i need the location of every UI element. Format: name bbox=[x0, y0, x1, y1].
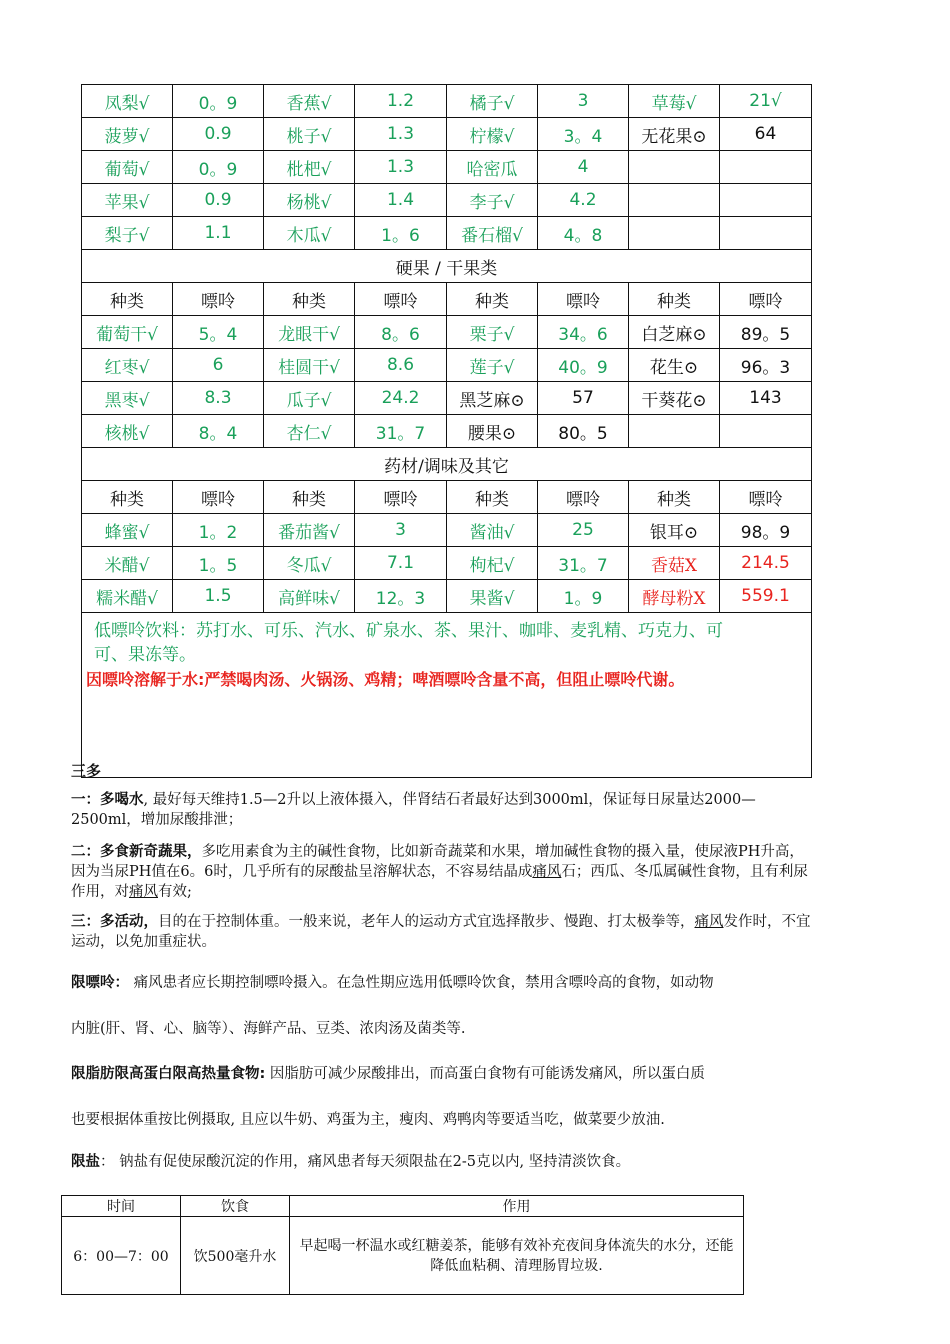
purine-value-cell: 4 bbox=[538, 151, 629, 184]
purine-value-cell: 559.1 bbox=[720, 580, 812, 613]
food-name-cell: 银耳⊙ bbox=[629, 514, 720, 547]
purine-value-cell: 1.1 bbox=[173, 217, 264, 250]
food-name-cell: 草莓√ bbox=[629, 85, 720, 118]
column-header-kind: 种类 bbox=[447, 283, 538, 316]
purine-value-cell: 1.3 bbox=[355, 151, 447, 184]
food-name-cell: 冬瓜√ bbox=[264, 547, 355, 580]
food-name-cell: 木瓜√ bbox=[264, 217, 355, 250]
food-name-cell: 番茄酱√ bbox=[264, 514, 355, 547]
purine-value-cell: 12。3 bbox=[355, 580, 447, 613]
food-name-cell: 黑枣√ bbox=[82, 382, 173, 415]
table-row bbox=[82, 349, 812, 382]
purine-value-cell: 64 bbox=[720, 118, 812, 151]
purine-value-cell: 1。9 bbox=[538, 580, 629, 613]
food-name-cell: 桂圆干√ bbox=[264, 349, 355, 382]
food-name-cell bbox=[629, 151, 720, 184]
table-row bbox=[82, 547, 812, 580]
purine-value-cell: 4。8 bbox=[538, 217, 629, 250]
column-header-purine: 嘌呤 bbox=[720, 481, 812, 514]
food-name-cell: 果酱√ bbox=[447, 580, 538, 613]
food-name-cell: 腰果⊙ bbox=[447, 415, 538, 448]
purine-value-cell: 214.5 bbox=[720, 547, 812, 580]
paragraph-label: 二：多食新奇蔬果， bbox=[71, 844, 202, 860]
purine-value-cell: 57 bbox=[538, 382, 629, 415]
paragraph-text: 目的在于控制体重。一般来说，老年人的运动方式宜选择散步、慢跑、打太极拳等， bbox=[158, 914, 695, 930]
paragraph-text: ： 钠盐有促使尿酸沉淀的作用，痛风患者每天须限盐在2-5克以内, 坚持清淡饮食。 bbox=[100, 1154, 631, 1170]
purine-value-cell: 98。9 bbox=[720, 514, 812, 547]
table-row bbox=[82, 415, 812, 448]
purine-value-cell: 1.3 bbox=[355, 118, 447, 151]
food-name-cell bbox=[629, 184, 720, 217]
purine-value-cell: 1.2 bbox=[355, 85, 447, 118]
herbs-section bbox=[82, 448, 812, 514]
food-name-cell: 哈密瓜 bbox=[447, 151, 538, 184]
food-name-cell: 菠萝√ bbox=[82, 118, 173, 151]
food-name-cell bbox=[629, 415, 720, 448]
column-header-kind: 种类 bbox=[264, 283, 355, 316]
paragraph-more-activity bbox=[71, 912, 816, 952]
food-name-cell: 香蕉√ bbox=[264, 85, 355, 118]
column-header-kind: 种类 bbox=[629, 283, 720, 316]
purine-value-cell: 1。2 bbox=[173, 514, 264, 547]
nuts-section-title: 硬果 / 干果类 bbox=[82, 250, 812, 283]
purine-value-cell: 34。6 bbox=[538, 316, 629, 349]
purine-value-cell: 40。9 bbox=[538, 349, 629, 382]
column-header-kind: 种类 bbox=[82, 481, 173, 514]
purine-value-cell: 3。4 bbox=[538, 118, 629, 151]
paragraph-text: 内脏(肝、肾、心、脑等）、海鲜产品、豆类、浓肉汤及菌类等. bbox=[71, 1021, 466, 1037]
food-name-cell: 柠檬√ bbox=[447, 118, 538, 151]
food-name-cell bbox=[629, 217, 720, 250]
column-header-purine: 嘌呤 bbox=[173, 283, 264, 316]
food-name-cell: 杨桃√ bbox=[264, 184, 355, 217]
food-name-cell: 龙眼干√ bbox=[264, 316, 355, 349]
food-name-cell: 无花果⊙ bbox=[629, 118, 720, 151]
food-name-cell: 葡萄√ bbox=[82, 151, 173, 184]
purine-value-cell: 31。7 bbox=[538, 547, 629, 580]
table-row bbox=[82, 382, 812, 415]
schedule-header-effect: 作用 bbox=[290, 1196, 744, 1217]
food-name-cell: 干葵花⊙ bbox=[629, 382, 720, 415]
purine-value-cell: 8.6 bbox=[355, 349, 447, 382]
purine-value-cell bbox=[720, 151, 812, 184]
purine-value-cell: 0。9 bbox=[173, 85, 264, 118]
schedule-effect-cell: 早起喝一杯温水或红糖姜茶，能够有效补充夜间身体流失的水分，还能降低血粘稠、清理肠胃垃圾. bbox=[290, 1217, 744, 1295]
column-header-kind: 种类 bbox=[264, 481, 355, 514]
food-name-cell: 蜂蜜√ bbox=[82, 514, 173, 547]
column-header-kind: 种类 bbox=[447, 481, 538, 514]
food-name-cell: 杏仁√ bbox=[264, 415, 355, 448]
purine-value-cell: 8。4 bbox=[173, 415, 264, 448]
food-name-cell: 番石榴√ bbox=[447, 217, 538, 250]
paragraph-limit-fat bbox=[71, 1064, 816, 1130]
purine-value-cell: 3 bbox=[538, 85, 629, 118]
paragraph-label: 限盐 bbox=[71, 1154, 100, 1170]
paragraph-text: , 最好每天维持1.5—2升以上液体摄入，伴肾结石者最好达到3000ml，保证每日尿量达2000—2500ml，增加尿酸排泄； bbox=[71, 792, 756, 828]
purine-value-cell: 8.3 bbox=[173, 382, 264, 415]
food-name-cell: 白芝麻⊙ bbox=[629, 316, 720, 349]
purine-value-cell: 143 bbox=[720, 382, 812, 415]
table-row bbox=[82, 184, 812, 217]
purine-value-cell: 5。4 bbox=[173, 316, 264, 349]
purine-value-cell: 4.2 bbox=[538, 184, 629, 217]
paragraph-text: 石；西瓜、冬瓜属碱性食物，且有利尿作用，对 bbox=[71, 864, 808, 900]
purine-value-cell: 8。6 bbox=[355, 316, 447, 349]
purine-value-cell: 6 bbox=[173, 349, 264, 382]
table-row bbox=[82, 217, 812, 250]
food-name-cell: 米醋√ bbox=[82, 547, 173, 580]
paragraph-limit-purine bbox=[71, 973, 831, 1039]
nuts-rows bbox=[82, 316, 812, 448]
table-row bbox=[82, 85, 812, 118]
food-name-cell: 酵母粉X bbox=[629, 580, 720, 613]
column-header-purine: 嘌呤 bbox=[538, 481, 629, 514]
purine-value-cell: 0.9 bbox=[173, 184, 264, 217]
food-name-cell: 苹果√ bbox=[82, 184, 173, 217]
purine-value-cell: 1。6 bbox=[355, 217, 447, 250]
food-name-cell: 莲子√ bbox=[447, 349, 538, 382]
column-header-purine: 嘌呤 bbox=[173, 481, 264, 514]
food-name-cell: 红枣√ bbox=[82, 349, 173, 382]
purine-value-cell: 21√ bbox=[720, 85, 812, 118]
paragraph-text: 因脂肪可减少尿酸排出，而高蛋白食物有可能诱发痛风，所以蛋白质 bbox=[265, 1066, 705, 1082]
table-row bbox=[82, 514, 812, 547]
paragraph-limit-salt bbox=[71, 1152, 816, 1172]
table-row bbox=[82, 118, 812, 151]
purine-value-cell: 1.5 bbox=[173, 580, 264, 613]
schedule-header-time: 时间 bbox=[62, 1196, 181, 1217]
paragraph-text: 也要根据体重按比例摄取, 且应以牛奶、鸡蛋为主，瘦肉、鸡鸭肉等要适当吃，做菜要少放油. bbox=[71, 1112, 665, 1128]
purine-value-cell: 31。7 bbox=[355, 415, 447, 448]
food-name-cell: 酱油√ bbox=[447, 514, 538, 547]
paragraph-text: 发作时，不宜运动，以免加重症状。 bbox=[71, 914, 811, 950]
food-name-cell: 花生⊙ bbox=[629, 349, 720, 382]
food-name-cell: 李子√ bbox=[447, 184, 538, 217]
paragraph-text: 有效; bbox=[158, 884, 192, 900]
purine-value-cell: 24.2 bbox=[355, 382, 447, 415]
column-header-purine: 嘌呤 bbox=[538, 283, 629, 316]
section-title-sanduo: 三多 bbox=[71, 762, 102, 780]
low-purine-drinks-note: 低嘌呤饮料：苏打水、可乐、汽水、矿泉水、茶、果汁、咖啡、麦乳精、巧克力、可可、果冻等。 bbox=[94, 621, 723, 665]
underlined-term: 痛风 bbox=[694, 914, 724, 930]
herbs-header-row bbox=[82, 481, 812, 514]
table-row bbox=[82, 316, 812, 349]
purine-table bbox=[81, 84, 812, 778]
underlined-term: 痛风 bbox=[532, 864, 562, 880]
column-header-kind: 种类 bbox=[82, 283, 173, 316]
purine-value-cell: 25 bbox=[538, 514, 629, 547]
purine-value-cell bbox=[720, 217, 812, 250]
schedule-header-diet: 饮食 bbox=[181, 1196, 290, 1217]
paragraph-drink-water bbox=[71, 790, 816, 830]
purine-value-cell: 80。5 bbox=[538, 415, 629, 448]
purine-value-cell: 0。9 bbox=[173, 151, 264, 184]
purine-value-cell: 0.9 bbox=[173, 118, 264, 151]
paragraph-label: 限嘌呤： bbox=[71, 975, 129, 991]
table-row bbox=[82, 151, 812, 184]
column-header-purine: 嘌呤 bbox=[355, 283, 447, 316]
underlined-term: 痛风 bbox=[129, 884, 158, 900]
food-name-cell: 糯米醋√ bbox=[82, 580, 173, 613]
schedule-table bbox=[61, 1195, 744, 1295]
nuts-header-row bbox=[82, 283, 812, 316]
paragraph-label: 限脂肪限高蛋白限高热量食物: bbox=[71, 1066, 266, 1082]
purine-value-cell bbox=[720, 184, 812, 217]
column-header-purine: 嘌呤 bbox=[355, 481, 447, 514]
nuts-section bbox=[82, 250, 812, 316]
purine-value-cell: 1.4 bbox=[355, 184, 447, 217]
food-name-cell: 橘子√ bbox=[447, 85, 538, 118]
paragraph-label: 一：多喝水 bbox=[71, 792, 144, 808]
food-name-cell: 黑芝麻⊙ bbox=[447, 382, 538, 415]
food-name-cell: 凤梨√ bbox=[82, 85, 173, 118]
food-name-cell: 桃子√ bbox=[264, 118, 355, 151]
paragraph-label: 三：多活动， bbox=[71, 914, 158, 930]
purine-value-cell: 3 bbox=[355, 514, 447, 547]
purine-value-cell: 1。5 bbox=[173, 547, 264, 580]
notes-cell bbox=[82, 613, 812, 778]
food-name-cell: 葡萄干√ bbox=[82, 316, 173, 349]
schedule-time-cell: 6：00—7：00 bbox=[62, 1217, 181, 1295]
purine-value-cell: 7.1 bbox=[355, 547, 447, 580]
food-name-cell: 梨子√ bbox=[82, 217, 173, 250]
herbs-section-title: 药材/调味及其它 bbox=[82, 448, 812, 481]
column-header-purine: 嘌呤 bbox=[720, 283, 812, 316]
paragraph-text: 痛风患者应长期控制嘌呤摄入。在急性期应选用低嘌呤饮食，禁用含嘌呤高的食物，如动物 bbox=[129, 975, 714, 991]
purine-value-cell: 96。3 bbox=[720, 349, 812, 382]
purine-value-cell bbox=[720, 415, 812, 448]
column-header-kind: 种类 bbox=[629, 481, 720, 514]
warning-note: 因嘌呤溶解于水:严禁喝肉汤、火锅汤、鸡精；啤酒嘌呤含量不高，但阻止嘌呤代谢。 bbox=[86, 670, 685, 689]
food-name-cell: 枇杷√ bbox=[264, 151, 355, 184]
herbs-rows bbox=[82, 514, 812, 613]
purine-value-cell: 89。5 bbox=[720, 316, 812, 349]
paragraph-text: 多吃用素食为主的碱性食物，比如新奇蔬菜和水果，增加碱性食物的摄入量，使尿液PH升高，因为当尿PH值在6。6时，几乎所有的尿酸盐呈溶解状态，不容易结晶成 bbox=[71, 844, 804, 880]
food-name-cell: 高鲜味√ bbox=[264, 580, 355, 613]
table-row bbox=[82, 580, 812, 613]
schedule-diet-cell: 饮500毫升水 bbox=[181, 1217, 290, 1295]
food-name-cell: 核桃√ bbox=[82, 415, 173, 448]
food-name-cell: 瓜子√ bbox=[264, 382, 355, 415]
food-name-cell: 栗子√ bbox=[447, 316, 538, 349]
food-name-cell: 香菇X bbox=[629, 547, 720, 580]
food-name-cell: 枸杞√ bbox=[447, 547, 538, 580]
fruit-section bbox=[82, 85, 812, 250]
paragraph-eat-vegetables bbox=[71, 842, 816, 902]
